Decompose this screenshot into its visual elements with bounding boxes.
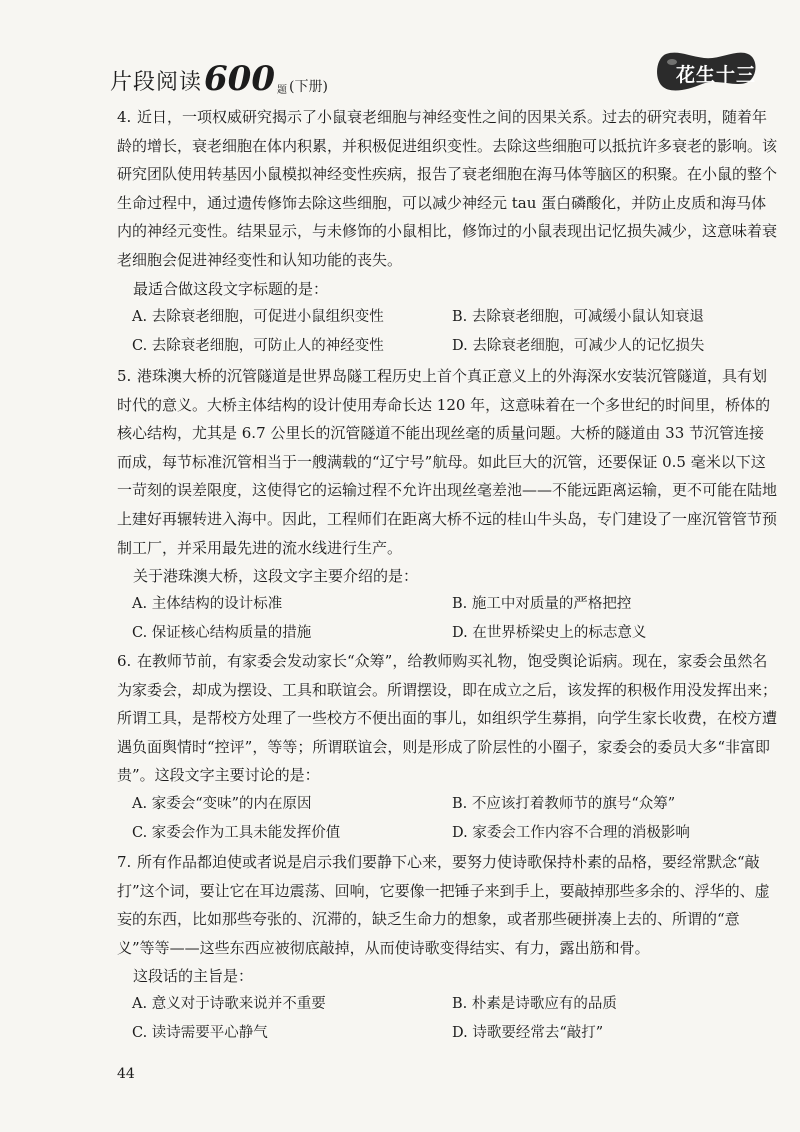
question-number: 7.: [117, 853, 132, 871]
option-a[interactable]: A. 意义对于诗歌来说并不重要: [132, 996, 326, 1013]
options-list: [117, 790, 777, 848]
option-d[interactable]: D. 在世界桥梁史上的标志意义: [452, 625, 647, 642]
page-number: 44: [117, 1066, 135, 1082]
option-a[interactable]: A. 去除衰老细胞，可促进小鼠组织变性: [132, 308, 384, 325]
question-text: 在教师节前，有家委会发动家长“众筹”，给教师购买礼物，饱受舆论诟病。现在，家委会虽然名为家委会，却成为摆设、工具和联谊会。所谓摆设，即在成立之后，该发挥的积极作用没发挥出来；所谓工具，是帮校方处理了一些校方不便出面的事儿，如组织学生募捐，向学生家长收费，在校方遭遇负面舆情时“控评”，等等；所谓联谊会，则是形成了阶层性的小圈子，家委会的委员大多“非富即贵”。这段文字主要讨论的是：: [117, 652, 778, 785]
question-ask: 关于港珠澳大桥，这段文字主要介绍的是：: [133, 567, 419, 586]
option-b[interactable]: B. 不应该打着教师节的旗号“众筹”: [452, 795, 676, 812]
header-title-mark: 题: [277, 85, 287, 96]
question-ask: 这段话的主旨是：: [133, 967, 254, 986]
question-6: [117, 647, 777, 848]
header-title-prefix: 片段阅读: [110, 70, 203, 95]
option-c[interactable]: C. 读诗需要平心静气: [132, 1025, 268, 1042]
options-list: [117, 590, 777, 648]
option-d[interactable]: D. 家委会工作内容不合理的消极影响: [452, 824, 690, 841]
option-d[interactable]: D. 诗歌要经常去“敲打”: [452, 1025, 604, 1042]
question-stem: [117, 647, 777, 790]
option-b[interactable]: B. 施工中对质量的严格把控: [452, 596, 632, 613]
option-a[interactable]: A. 主体结构的设计标准: [132, 596, 283, 613]
question-4: [117, 103, 777, 361]
question-text: 近日，一项权威研究揭示了小鼠衰老细胞与神经变性之间的因果关系。过去的研究表明，随着年龄的增长，衰老细胞在体内积累，并积极促进组织变性。去除这些细胞可以抵抗许多衰老的影响。该研究团队使用转基因小鼠模拟神经变性疾病，报告了衰老细胞在海马体等脑区的积聚。在小鼠的整个生命过程中，通过遗传修饰去除这些细胞，可以减少神经元 tau 蛋白磷酸化，并防止皮质和海马体内的神经元变性。结果显示，与未修饰的小鼠相比，修饰过的小鼠表现出记忆损失减少，这意味着衰老细胞会促进神经变性和认知功能的丧失。: [117, 108, 778, 269]
question-stem: [117, 362, 777, 562]
options-list: [117, 990, 777, 1048]
question-stem: [117, 103, 777, 275]
question-stem: [117, 848, 777, 962]
question-text: 所有作品都迫使或者说是启示我们要静下心来，要努力使诗歌保持朴素的品格，要经常默念“敲打”这个词，要让它在耳边震荡、回响，它要像一把锤子来到手上，要敲掉那些多余的、浮华的、虚妄的东西，比如那些夸张的、沉滞的，缺乏生命力的想象，或者那些硬拼凑上去的、所谓的“意义”等等——这些东西应被彻底敲掉，从而使诗歌变得结实、有力，露出筋和骨。: [117, 853, 770, 957]
option-c[interactable]: C. 保证核心结构质量的措施: [132, 625, 312, 642]
options-list: [117, 303, 777, 361]
option-c[interactable]: C. 家委会作为工具未能发挥价值: [132, 824, 341, 841]
option-a[interactable]: A. 家委会“变味”的内在原因: [132, 795, 312, 812]
question-ask: 最适合做这段文字标题的是：: [133, 279, 329, 298]
book-header: [110, 56, 328, 99]
question-7: [117, 848, 777, 1048]
question-number: 4.: [117, 108, 132, 126]
option-b[interactable]: B. 朴素是诗歌应有的品质: [452, 996, 617, 1013]
option-d[interactable]: D. 去除衰老细胞，可减少人的记忆损失: [452, 337, 705, 354]
question-text: 港珠澳大桥的沉管隧道是世界岛隧工程历史上首个真正意义上的外海深水安装沉管隧道，具有划时代的意义。大桥主体结构的设计使用寿命长达 120 年，这意味着在一个多世纪的时间里，桥体的核心结构，尤其是 6.7 公里长的沉管隧道不能出现丝毫的质量问题。大桥的隧道由 33 节沉管连接而成，每节标准沉管相当于一艘满载的“辽宁号”航母。如此巨大的沉管，还要保证 0.5 毫米以下这一苛刻的误差限度，这使得它的运输过程不允许出现丝毫差池——不能远距离运输，更不可能在陆地上建好再辗转进入海中。因此，工程师们在距离大桥不远的桂山牛头岛，专门建设了一座沉管管节预制工厂，并采用最先进的流水线进行生产。: [117, 367, 778, 557]
brand-name: 花生十三: [676, 64, 757, 86]
question-number: 6.: [117, 652, 132, 670]
option-c[interactable]: C. 去除衰老细胞，可防止人的神经变性: [132, 337, 384, 354]
question-5: [117, 362, 777, 648]
header-title-number: 600: [204, 59, 275, 99]
question-number: 5.: [117, 367, 132, 385]
option-b[interactable]: B. 去除衰老细胞，可减缓小鼠认知衰退: [452, 308, 704, 325]
header-title-suffix: (下册): [289, 79, 328, 95]
